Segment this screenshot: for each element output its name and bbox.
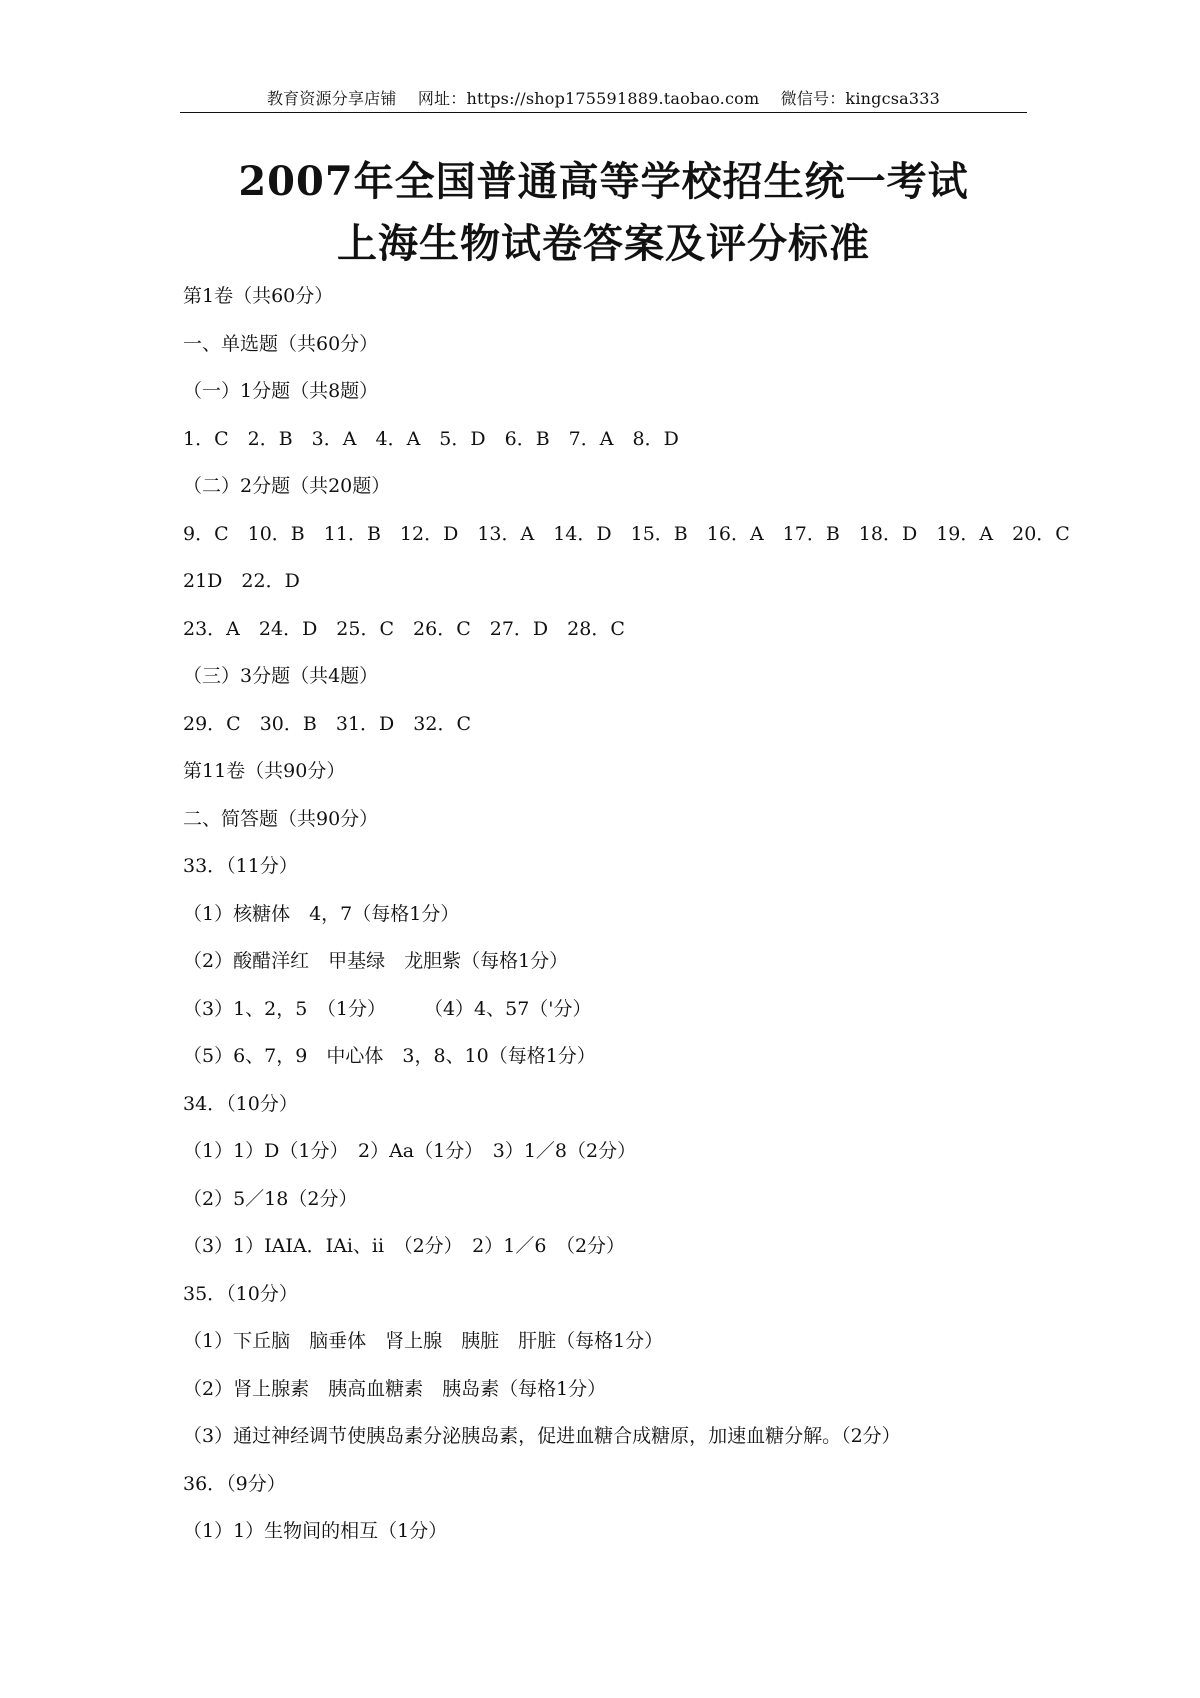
answer-item: （3）通过神经调节使胰岛素分泌胰岛素，促进血糖合成糖原，加速血糖分解。（2分） bbox=[183, 1425, 901, 1447]
answer-item: （5）6、7，9 中心体 3，8、10（每格1分） bbox=[183, 1045, 596, 1067]
subsection-heading-3pt: （三）3分题（共4题） bbox=[183, 665, 379, 687]
question-heading: 35．（10分） bbox=[183, 1282, 298, 1305]
answer-content bbox=[183, 282, 1070, 1565]
answer-item: （1）核糖体 4，7（每格1分） bbox=[183, 902, 460, 925]
question-heading: 36．（9分） bbox=[183, 1472, 286, 1495]
answer-item: （2）肾上腺素 胰高血糖素 胰岛素（每格1分） bbox=[183, 1377, 607, 1400]
answer-item: （1）下丘脑 脑垂体 肾上腺 胰脏 肝脏（每格1分） bbox=[183, 1330, 664, 1352]
subsection-heading-2pt: （二）2分题（共20题） bbox=[183, 475, 391, 497]
document-title-line-1: 2007年全国普通高等学校招生统一考试 bbox=[238, 158, 969, 205]
header-wechat-id: 微信号：kingcsa333 bbox=[780, 89, 941, 108]
section-heading-volume-1: 第1卷（共60分） bbox=[183, 285, 334, 307]
document-title-line-2: 上海生物试卷答案及评分标准 bbox=[337, 220, 870, 267]
answer-row: 23．A 24．D 25．C 26．C 27．D 28．C bbox=[183, 617, 625, 640]
answer-row: 21D 22．D bbox=[183, 570, 300, 592]
answer-row: 9．C 10．B 11．B 12．D 13．A 14．D 15．B 16．A 17．B 18．D 19．A 20．C bbox=[183, 522, 1070, 545]
section-heading-volume-2: 第11卷（共90分） bbox=[183, 760, 346, 782]
answer-row: 1．C 2．B 3．A 4．A 5．D 6．B 7．A 8．D bbox=[183, 427, 679, 450]
answer-item: （3）1）IAIA．IAi、ii （2分） 2）1／6 （2分） bbox=[183, 1235, 626, 1257]
header-divider bbox=[180, 112, 1027, 113]
page-header bbox=[180, 86, 1027, 109]
header-shop-url: 网址：https://shop175591889.taobao.com bbox=[417, 89, 760, 108]
section-heading-short-answer: 二、简答题（共90分） bbox=[183, 807, 379, 830]
answer-row: 29．C 30．B 31．D 32．C bbox=[183, 712, 471, 735]
answer-item: （1）1）D（1分） 2）Aa（1分） 3）1／8（2分） bbox=[183, 1140, 637, 1162]
section-heading-single-choice: 一、单选题（共60分） bbox=[183, 332, 379, 355]
subsection-heading-1pt: （一）1分题（共8题） bbox=[183, 380, 379, 402]
header-shop-name: 教育资源分享店铺 bbox=[266, 89, 397, 108]
answer-item: （3）1、2，5 （1分） （4）4、57（'分） bbox=[183, 997, 592, 1020]
answer-item: （1）1）生物间的相互（1分） bbox=[183, 1520, 448, 1542]
question-heading: 33．（11分） bbox=[183, 855, 298, 877]
answer-item: （2）5／18（2分） bbox=[183, 1187, 358, 1210]
answer-item: （2）酸醋洋红 甲基绿 龙胆紫（每格1分） bbox=[183, 950, 569, 972]
question-heading: 34．（10分） bbox=[183, 1092, 298, 1115]
